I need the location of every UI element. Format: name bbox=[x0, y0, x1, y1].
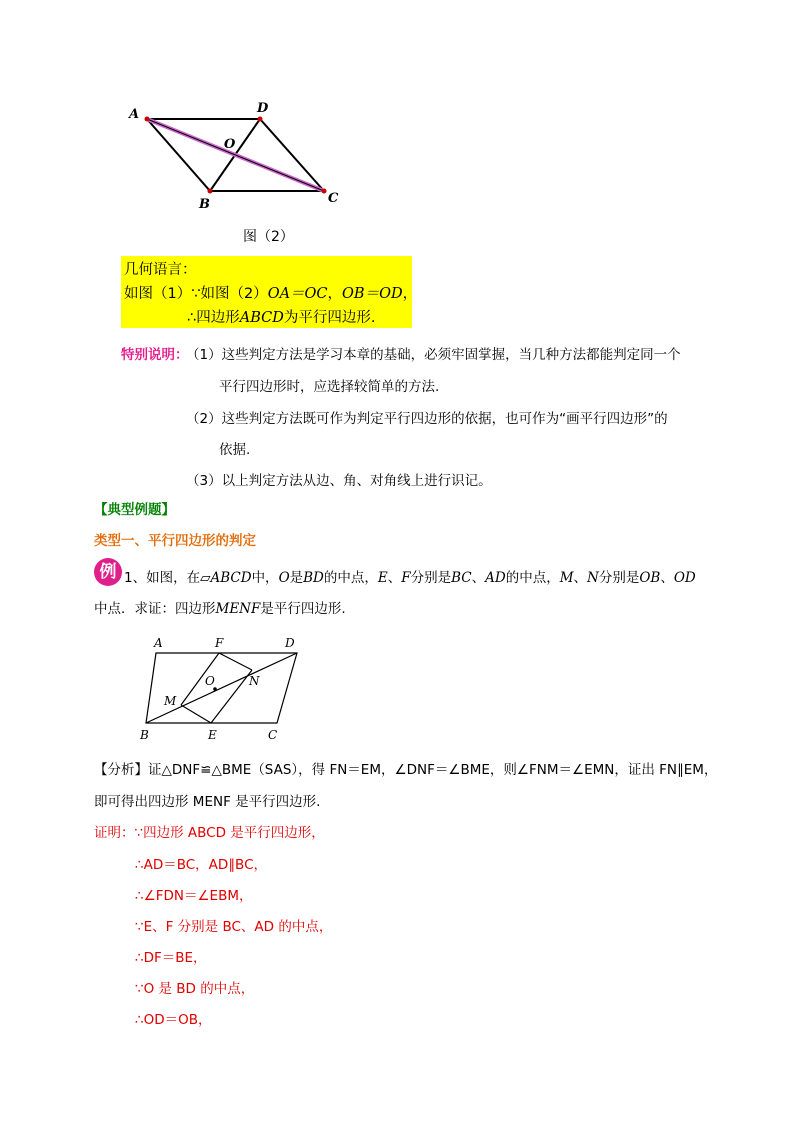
geometry-line-2 bbox=[187, 306, 375, 327]
ex-t11: 、 bbox=[660, 570, 674, 586]
segment-ne bbox=[211, 670, 252, 723]
note-item-2a: （2）这些判定方法既可作为判定平行四边形的依据，也可作为“画平行四边形”的 bbox=[186, 411, 668, 427]
note-item-3: （3）以上判定方法从边、角、对角线上进行识记。 bbox=[186, 473, 492, 489]
ex-bc: BC bbox=[451, 570, 472, 586]
section-title: 【典型例题】 bbox=[94, 502, 175, 518]
fig2-label-d: D bbox=[285, 636, 295, 650]
ex-t7: 、 bbox=[471, 570, 486, 586]
special-note-label: 特别说明： bbox=[121, 347, 189, 363]
proof-line-4: ∵E、F 分别是 BC、AD 的中点， bbox=[135, 919, 333, 935]
fig2-label-a: A bbox=[154, 636, 163, 650]
side-dc bbox=[260, 119, 324, 191]
ex-t5: 、 bbox=[387, 570, 402, 586]
ex-t3: 是 bbox=[289, 570, 304, 586]
geo-shape: ABCD bbox=[239, 310, 284, 326]
vertex-dot-b bbox=[208, 189, 213, 194]
vertex-dot-a bbox=[145, 117, 150, 122]
ex-l2b: 是平行四边形. bbox=[260, 601, 346, 617]
note-item-1b: 平行四边形时，应选择较简单的方法. bbox=[219, 379, 440, 395]
label-b: B bbox=[199, 197, 210, 212]
note-item-1a: （1）这些判定方法是学习本章的基础，必须牢固掌握，当几种方法都能判定同一个 bbox=[186, 347, 681, 363]
ex-n: N bbox=[587, 570, 599, 586]
fig2-label-m: M bbox=[164, 694, 177, 708]
ex-t10: 分别是 bbox=[598, 570, 640, 586]
fig2-label-f: F bbox=[215, 636, 224, 650]
ex-bd: BD bbox=[303, 570, 324, 586]
ex-t2: 中， bbox=[251, 570, 279, 586]
label-c: C bbox=[328, 191, 339, 206]
proof-line-6: ∵O 是 BD 的中点， bbox=[135, 981, 255, 997]
ex-f: F bbox=[401, 570, 411, 586]
diagonal-ac-core bbox=[147, 119, 324, 191]
geometry-heading: 几何语言： bbox=[124, 262, 197, 278]
geo-line1-prefix: 如图（1）∵如图（2） bbox=[124, 286, 268, 302]
vertex-dot-c bbox=[322, 189, 327, 194]
ex-m: M bbox=[559, 570, 574, 586]
proof-line-3: ∴∠FDN＝∠EBM， bbox=[135, 888, 253, 904]
fig2-label-c: C bbox=[268, 728, 278, 742]
label-o: O bbox=[224, 137, 236, 152]
vertex-dot-d bbox=[258, 117, 263, 122]
ex-t4: 的中点， bbox=[323, 570, 378, 586]
analysis-line-1: 【分析】证△DNF≌△BME（SAS），得 FN＝EM，∠DNF＝∠BME，则∠FNM＝∠EMN，证出 FN∥EM， bbox=[94, 762, 718, 778]
ex-e: E bbox=[377, 570, 388, 586]
ex-t6: 分别是 bbox=[410, 570, 452, 586]
ex-od: OD bbox=[673, 570, 696, 586]
ex-t1: 1、如图，在▱ bbox=[124, 570, 211, 586]
fig2-label-b: B bbox=[140, 728, 149, 742]
figure-parallelogram-diagonals bbox=[120, 95, 360, 220]
fig2-label-n: N bbox=[249, 674, 260, 688]
ex-l2a: 中点．求证：四边形 bbox=[94, 601, 216, 617]
label-a: A bbox=[129, 107, 140, 122]
geo-line2-suffix: 为平行四边形. bbox=[283, 310, 376, 326]
note-item-2b: 依据. bbox=[219, 442, 251, 458]
ex-ob: OB bbox=[639, 570, 661, 586]
geometry-line-1 bbox=[124, 282, 417, 303]
figure1-caption: 图（2） bbox=[243, 229, 294, 245]
ex-t8: 的中点， bbox=[505, 570, 560, 586]
example-line-1 bbox=[124, 566, 696, 586]
example-badge: 例 bbox=[94, 558, 122, 586]
ex-t9: 、 bbox=[573, 570, 588, 586]
proof-line-5: ∴DF＝BE， bbox=[135, 950, 207, 966]
geo-expr-ob-od: OB＝OD bbox=[342, 286, 403, 302]
type-title: 类型一、平行四边形的判定 bbox=[94, 533, 256, 549]
proof-line-7: ∴OD＝OB， bbox=[135, 1012, 212, 1028]
geometry-language-box bbox=[121, 256, 418, 328]
geo-end: ， bbox=[402, 286, 418, 302]
segment-me bbox=[181, 705, 211, 723]
geo-sep: ， bbox=[327, 286, 343, 302]
proof-line-1: 证明：∵四边形 ABCD 是平行四边形， bbox=[94, 825, 325, 841]
segment-fn bbox=[219, 653, 252, 670]
label-d: D bbox=[257, 101, 269, 116]
proof-line-2: ∴AD＝BC，AD∥BC， bbox=[135, 857, 268, 873]
figure-parallelogram-menf bbox=[135, 633, 305, 745]
geo-expr-oa-oc: OA＝OC bbox=[267, 286, 328, 302]
geo-line2-prefix: ∴四边形 bbox=[187, 310, 240, 326]
fig2-label-o: O bbox=[205, 674, 215, 688]
ex-menf: MENF bbox=[215, 601, 261, 617]
fig2-label-e: E bbox=[208, 728, 217, 742]
segment-bd bbox=[146, 653, 297, 723]
ex-abcd: ABCD bbox=[210, 570, 252, 586]
example-line-2 bbox=[94, 597, 346, 617]
ex-ad: AD bbox=[485, 570, 506, 586]
ex-o: O bbox=[278, 570, 290, 586]
analysis-line-2: 即可得出四边形 MENF 是平行四边形. bbox=[94, 794, 321, 810]
